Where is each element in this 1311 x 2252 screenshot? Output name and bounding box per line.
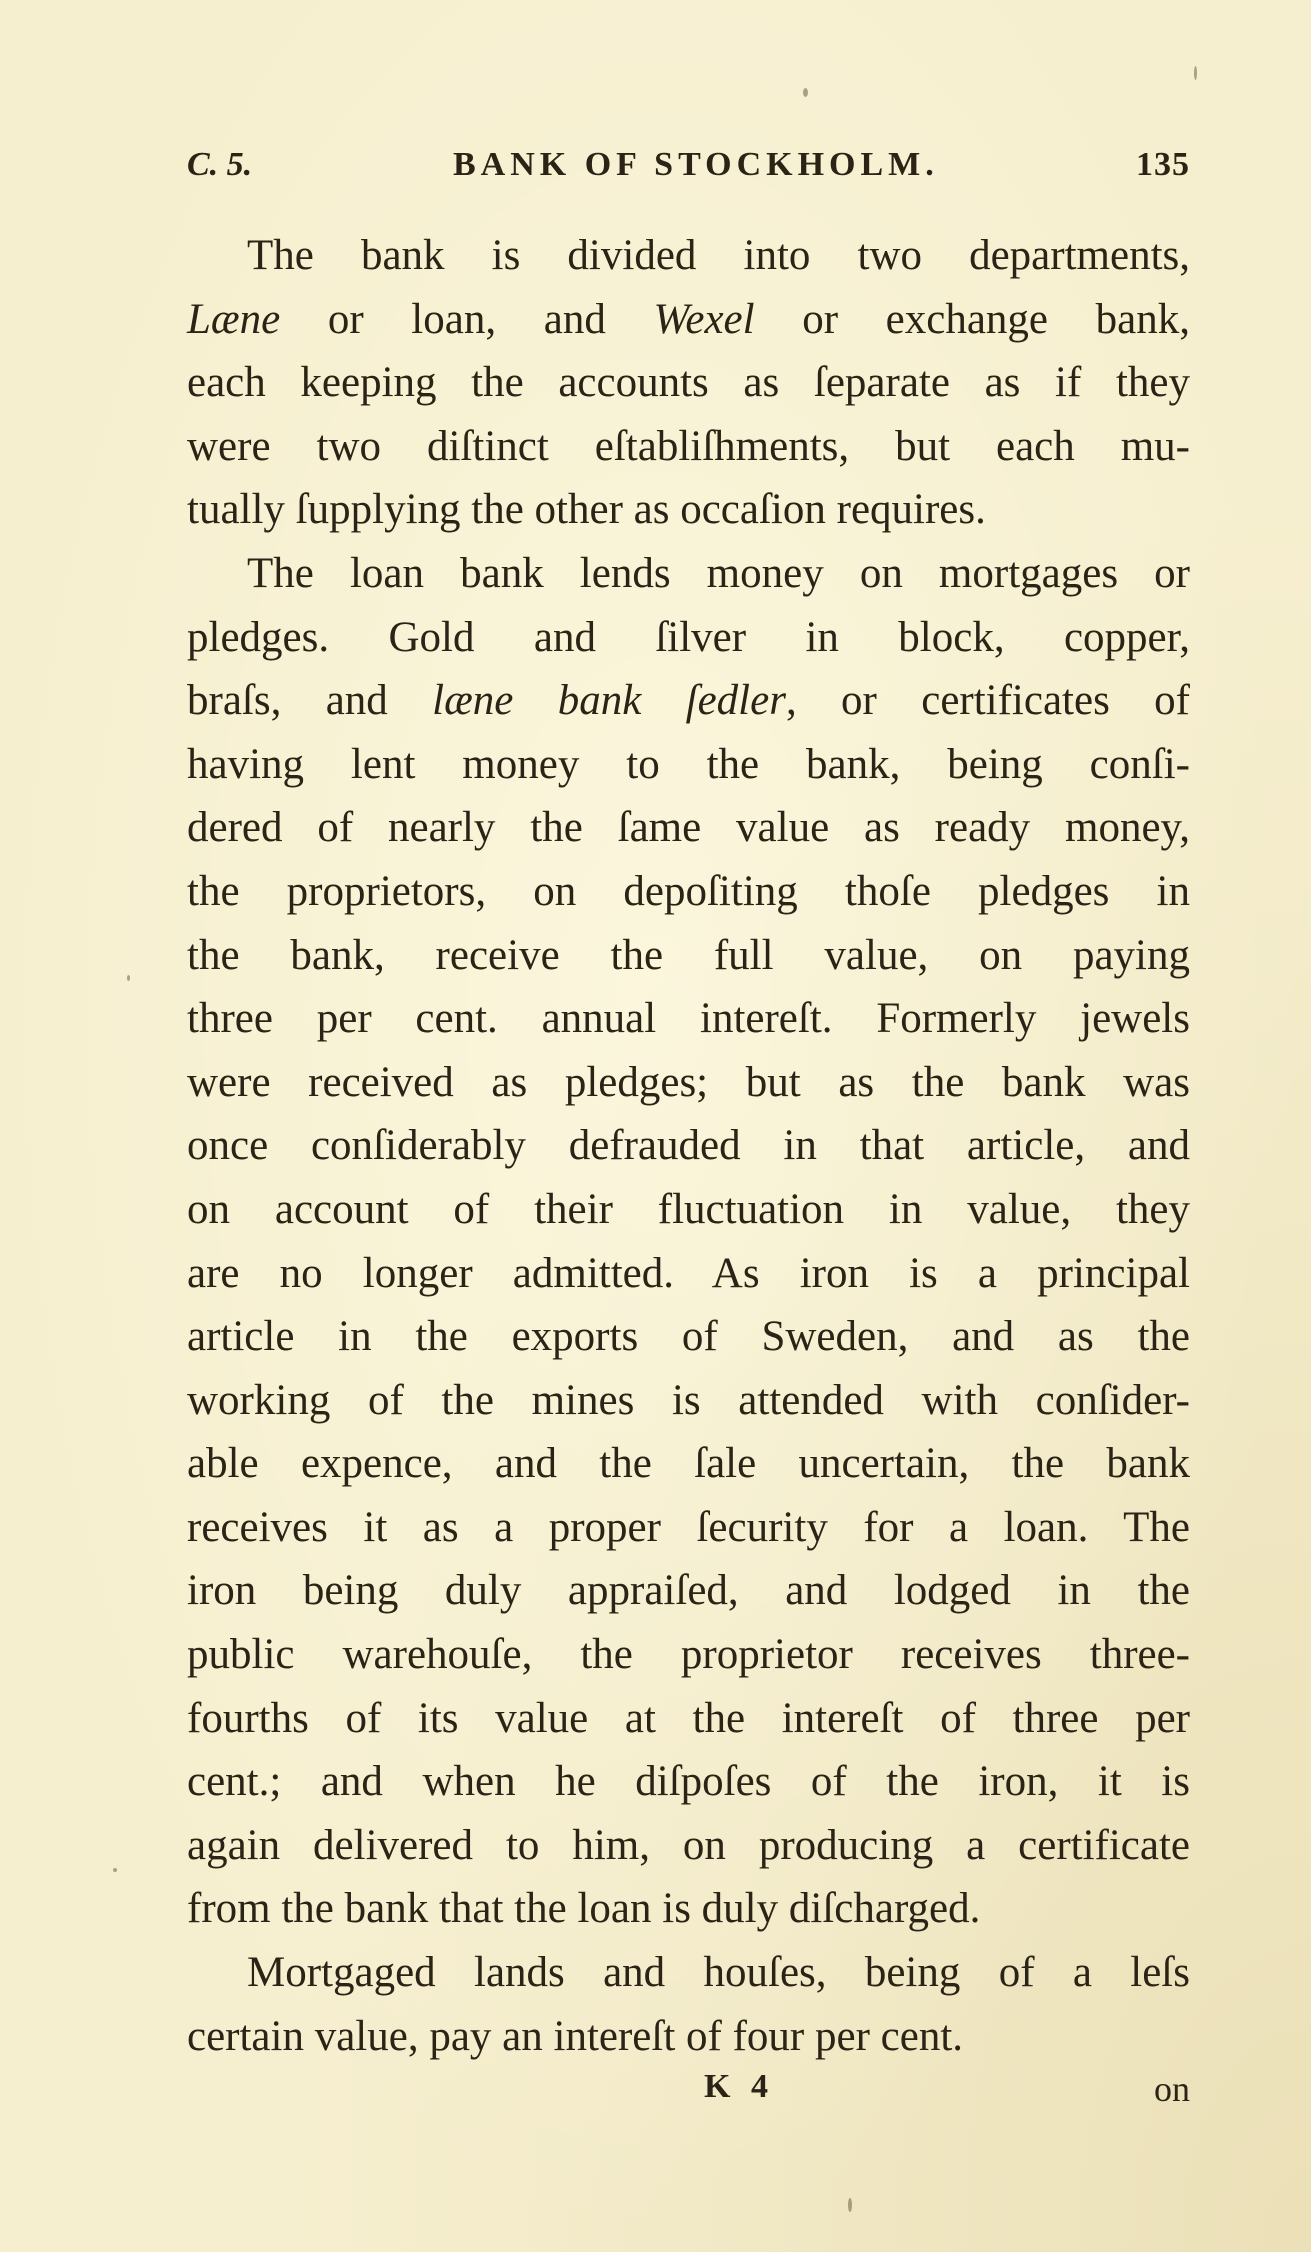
text-line: cent.; and when he diſpoſes of the iron, it is — [187, 1758, 1190, 1806]
text-line: each keeping the accounts as ſeparate as if they — [187, 359, 1190, 407]
paper-speck — [113, 1868, 117, 1872]
text-line: braſs, and læne bank ſedler, or certificates of — [187, 677, 1190, 725]
catchword: on — [1154, 2069, 1190, 2109]
running-title: BANK OF STOCKHOLM. — [453, 146, 939, 183]
page-footer — [187, 2068, 1190, 2118]
text-line: The bank is divided into two departments, — [247, 232, 1190, 279]
text-line: pledges. Gold and ſilver in block, copper, — [187, 613, 1190, 661]
text-line: once conſiderably defrauded in that article, and — [187, 1122, 1190, 1170]
text-line: tually ſupplying the other as occaſion requires. — [187, 486, 986, 534]
text-line: iron being duly appraiſed, and lodged in the — [187, 1567, 1190, 1615]
text-line: were two diſtinct eſtabliſhments, but each mu- — [187, 422, 1190, 470]
text-line: again delivered to him, on producing a certificate — [187, 1821, 1190, 1869]
text-line: able expence, and the ſale uncertain, the bank — [187, 1440, 1190, 1488]
text-line: The loan bank lends money on mortgages or — [247, 549, 1190, 597]
text-line: Læne or loan, and Wexel or exchange bank, — [187, 295, 1191, 343]
text-line: three per cent. annual intereſt. Formerly jewels — [187, 995, 1190, 1043]
text-line: dered of nearly the ſame value as ready money, — [187, 804, 1190, 852]
text-line: on account of their fluctuation in value, they — [187, 1185, 1190, 1233]
page-number: 135 — [1136, 146, 1190, 183]
paper-speck — [803, 88, 808, 97]
text-line: receives it as a proper ſecurity for a loan. The — [187, 1503, 1190, 1551]
body-text — [187, 224, 1190, 2068]
signature-mark: K 4 — [704, 2068, 774, 2105]
text-line: having lent money to the bank, being conſi- — [187, 740, 1190, 788]
text-line: fourths of its value at the intereſt of three per — [187, 1694, 1190, 1742]
paper-speck — [848, 2198, 852, 2212]
text-line: were received as pledges; but as the bank was — [187, 1058, 1190, 1106]
text-line: public warehouſe, the proprietor receives three- — [187, 1631, 1190, 1679]
text-line: are no longer admitted. As iron is a principal — [187, 1249, 1190, 1297]
text-line: certain value, pay an intereſt of four per cent. — [187, 2012, 964, 2060]
text-line: the proprietors, on depoſiting thoſe pledges in — [187, 867, 1190, 915]
text-line: working of the mines is attended with conſider- — [187, 1376, 1190, 1424]
running-head — [187, 146, 1190, 196]
text-line: the bank, receive the full value, on paying — [187, 931, 1190, 979]
paper-speck — [127, 975, 130, 981]
text-line: from the bank that the loan is duly diſcharged. — [187, 1885, 981, 1933]
text-line: article in the exports of Sweden, and as the — [187, 1313, 1190, 1361]
chapter-reference: C. 5. — [187, 146, 253, 183]
text-line: Mortgaged lands and houſes, being of a leſs — [247, 1949, 1190, 1997]
paper-speck — [1194, 66, 1197, 80]
